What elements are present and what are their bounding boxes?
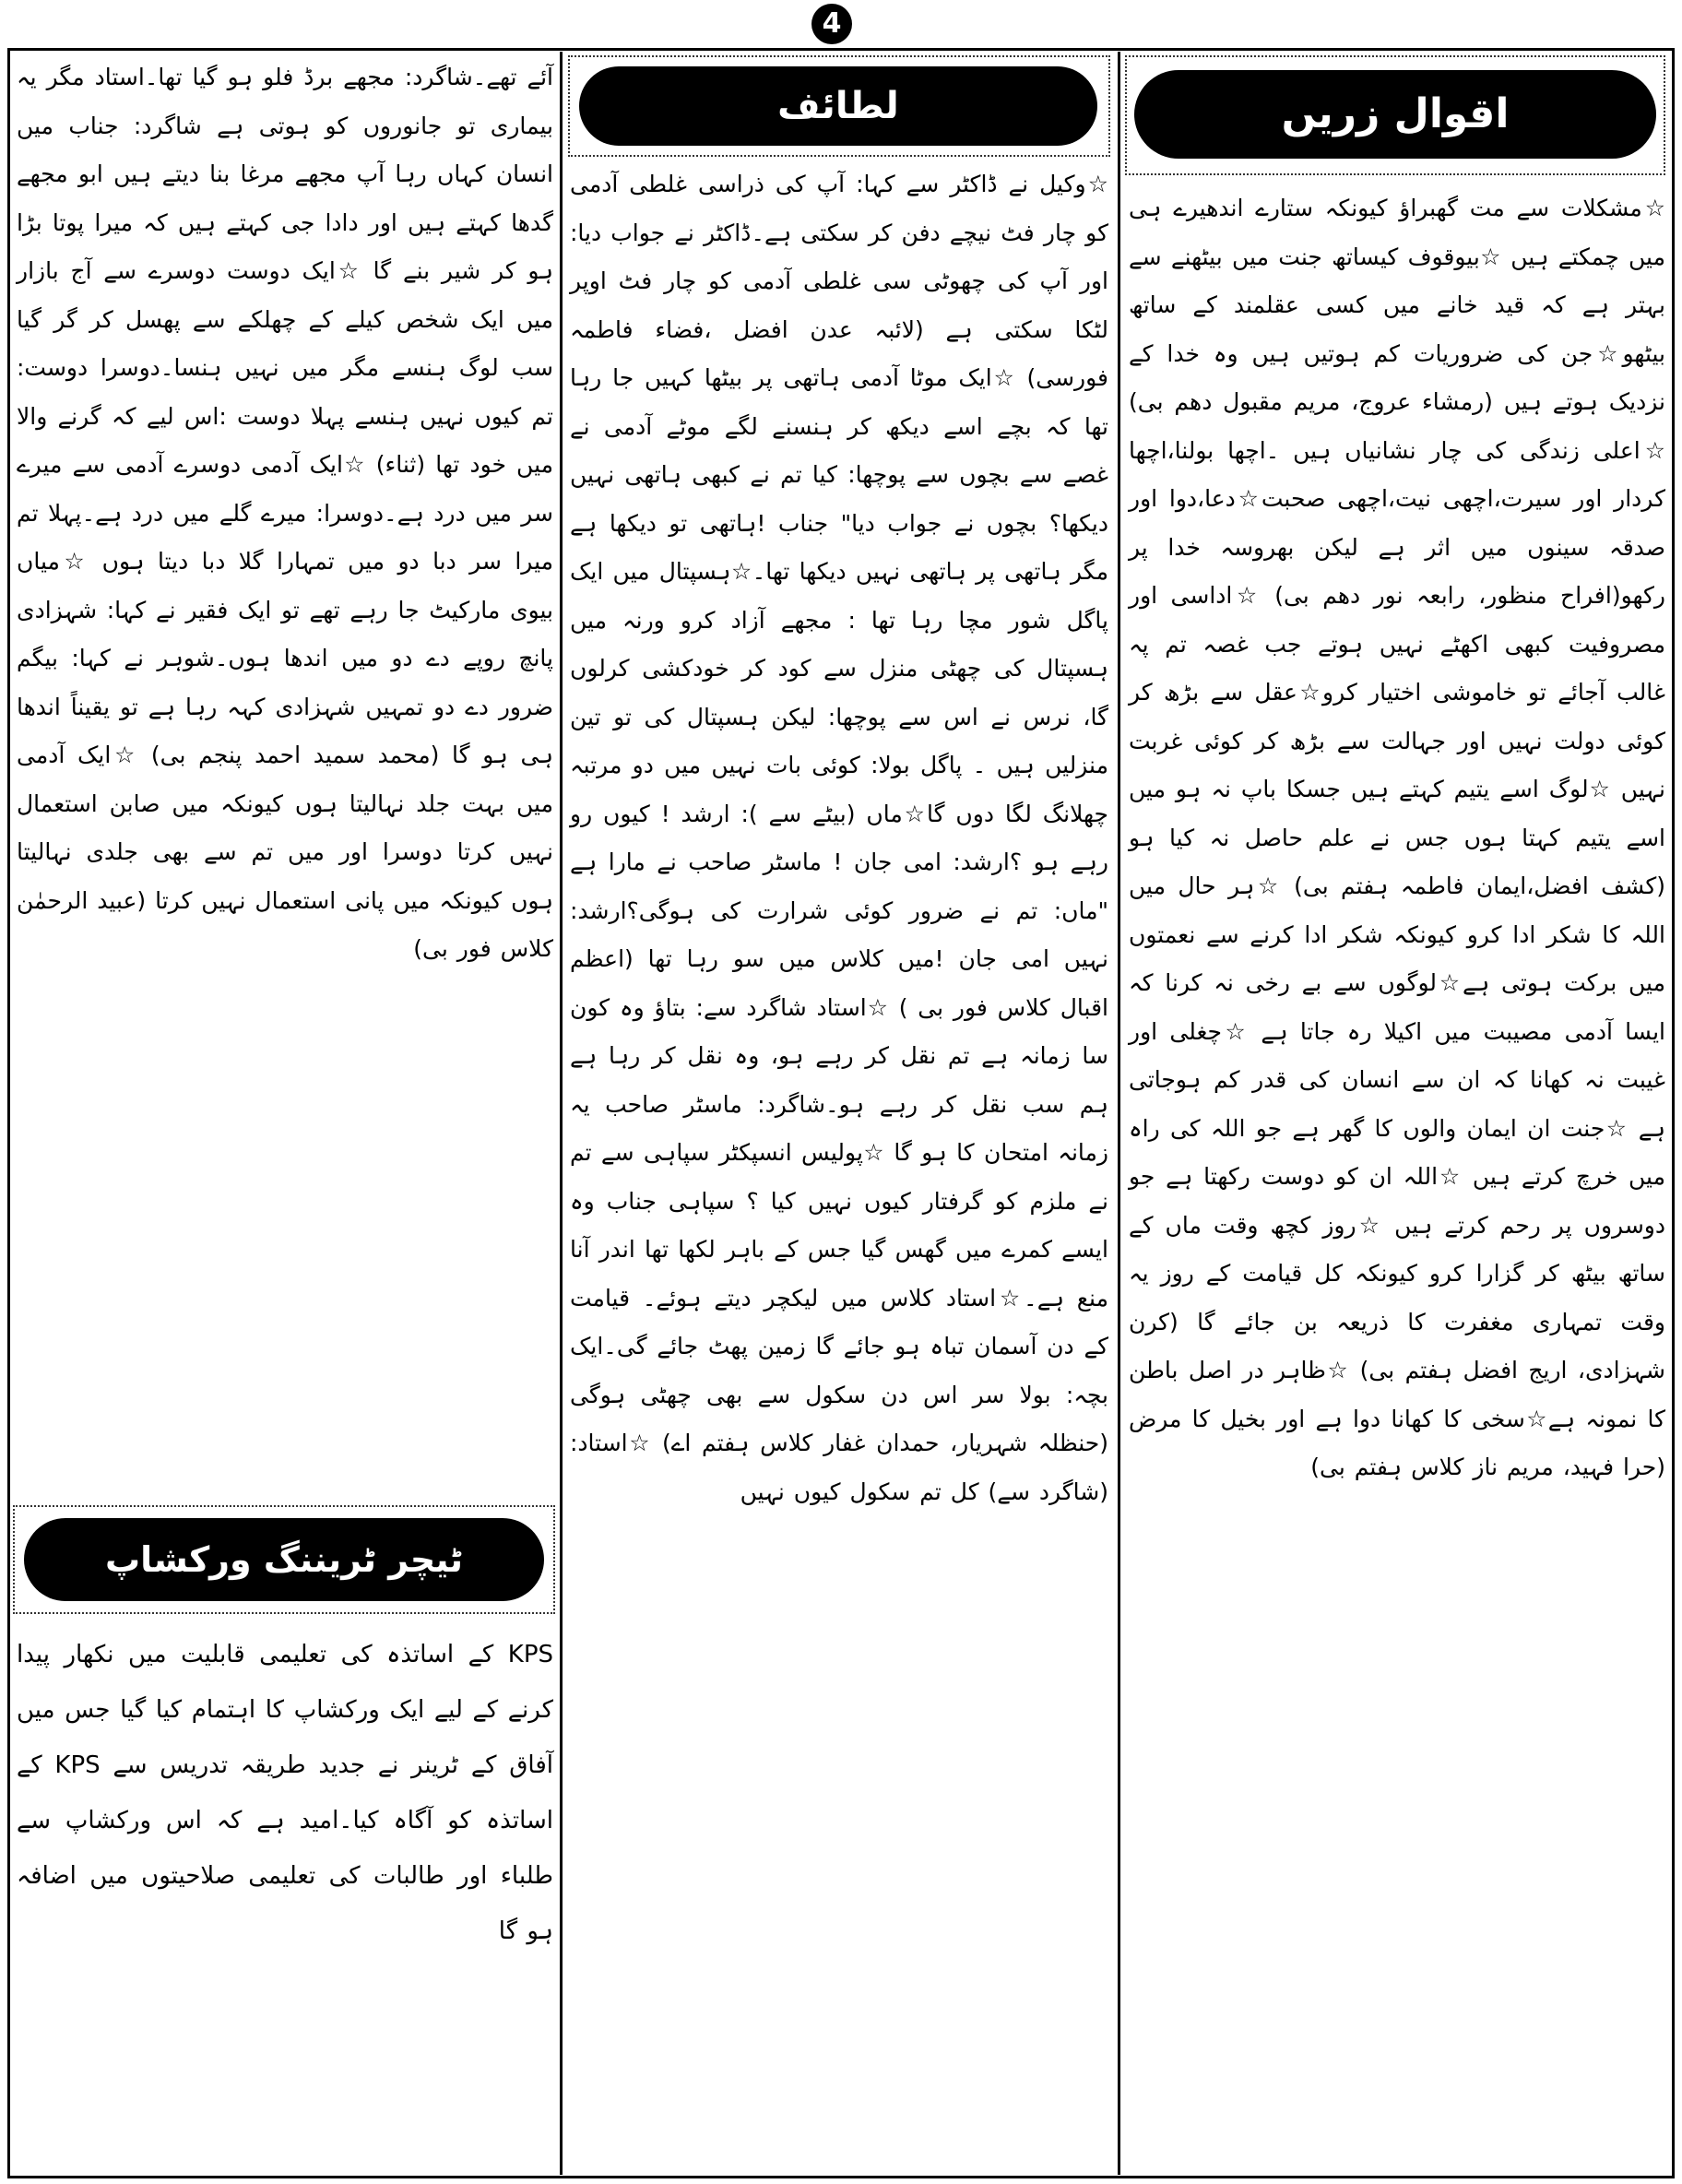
jokes-body: ☆وکیل نے ڈاکٹر سے کہا: آپ کی ذراسی غلطی آدمی کو چار فٹ نیچے دفن کر سکتی ہے۔ڈاکٹر نے جواب دیا: اور آپ کی چھوٹی سی غلطی آدمی کو چار فٹ اوپر لٹکا سکتی ہے (لائبہ عدن افضل ،فضاء فاطمہ فورسی) ☆ایک موٹا آدمی ہاتھی پر بیٹھا کہیں جا رہا تھا کہ بچے اسے دیکھ کر ہنسنے لگے موٹے آدمی نے غصے سے بچوں سے پوچھا: کیا تم نے کبھی ہاتھی نہیں دیکھا؟ بچوں نے جواب دیا" جناب !ہاتھی تو دیکھا ہے مگر ہاتھی پر ہاتھی نہیں دیکھا تھا۔☆ہسپتال میں ایک پاگل شور مچا رہا تھا : مجھے آزاد کرو ورنہ میں ہسپتال کی چھٹی منزل سے کود کر خودکشی کرلوں گا، نرس نے اس سے پوچھا: لیکن ہسپتال کی تو تین منزلیں ہیں ۔ پاگل بولا: کوئی بات نہیں میں دو مرتبہ چھلانگ لگا دوں گا☆ماں (بیٹے سے ): ارشد ! کیوں رو رہے ہو ؟ارشد: امی جان ! ماسٹر صاحب نے مارا ہے "ماں: تم نے ضرور کوئی شرارت کی ہوگی؟ارشد: نہیں امی جان !میں کلاس میں سو رہا تھا (اعظم اقبال کلاس فور بی ) ☆استاد شاگرد سے: بتاؤ وہ کون سا زمانہ ہے تم نقل کر رہے ہو، وہ نقل کر رہا ہے ہم سب نقل کر رہے ہو۔شاگرد: ماسٹر صاحب یہ زمانہ امتحان کا ہو گا ☆پولیس انسپکٹر سپاہی سے تم نے ملزم کو گرفتار کیوں نہیں کیا ؟ سپاہی جناب وہ ایسے کمرے میں گھس گیا جس کے باہر لکھا تھا اندر آنا منع ہے۔☆استاد کلاس میں لیکچر دیتے ہوئے۔ قیامت کے دن آسمان تباہ ہو جائے گا زمین پھٹ جائے گی۔ایک بچہ: بولا سر اس دن سکول سے بھی چھٹی ہوگی (حنظلہ شہریار، حمدان غفار کلاس ہفتم اے) ☆استاد: (شاگرد سے) کل تم سکول کیوں نہیں: [561, 171, 1108, 1505]
column-divider-right: [1118, 52, 1120, 2175]
sayings-body: ☆مشکلات سے مت گھبراؤ کیونکہ ستارے اندھیرے ہی میں چمکتے ہیں ☆بیوقوف کیساتھ جنت میں بیٹھنے سے بہتر ہے کہ قید خانے میں کسی عقلمند کے ساتھ بیٹھو☆جن کی ضروریات کم ہوتیں ہیں وہ خدا کے نزدیک ہوتے ہیں (رمشاء عروج، مریم مقبول دھم بی) ☆اعلی زندگی کی چار نشانیاں ہیں ۔اچھا بولنا،اچھا کردار اور سیرت،اچھی نیت،اچھی صحبت☆دعا،دوا اور صدقہ سینوں میں اثر ہے لیکن بھروسہ خدا پر رکھو(افراح منظور، رابعہ نور دھم بی) ☆اداسی اور مصروفیت کبھی اکھٹے نہیں ہوتے جب غصہ تم پہ غالب آجائے تو خاموشی اختیار کرو☆عقل سے بڑھ کر کوئی دولت نہیں اور جہالت سے بڑھ کر کوئی غربت نہیں ☆لوگ اسے یتیم کہتے ہیں جسکا باپ نہ ہو میں اسے یتیم کہتا ہوں جس نے علم حاصل نہ کیا ہو (کشف افضل،ایمان فاطمہ ہفتم بی) ☆ہر حال میں اللہ کا شکر ادا کرو کیونکہ شکر ادا کرنے سے نعمتوں میں برکت ہوتی ہے☆لوگوں سے بے رخی نہ کرنا کہ ایسا آدمی مصیبت میں اکیلا رہ جاتا ہے ☆چغلی اور غیبت نہ کھانا کہ ان سے انسان کی قدر کم ہوجاتی ہے ☆جنت ان ایمان والوں کا گھر ہے جو اللہ کی راہ میں خرچ کرتے ہیں ☆اللہ ان کو دوست رکھتا ہے جو دوسروں پر رحم کرتے ہیں ☆روز کچھ وقت ماں کے ساتھ بیٹھ کر گزارا کرو کیونکہ کل قیامت کے روز یہ وقت تمہاری مغفرت کا ذریعہ بن جائے گا (کرن شہزادی، اریج افضل ہفتم بی) ☆ظاہر در اصل باطن کا نمونہ ہے☆سخی کا کھانا دوا ہے اور بخیل کا مرض (حرا فہید، مریم ناز کلاس ہفتم بی): [1119, 195, 1665, 1480]
jokes-continued-body: آئے تھے۔شاگرد: مجھے برڈ فلو ہو گیا تھا۔استاد مگر یہ بیماری تو جانوروں کو ہوتی ہے شاگرد: جناب میں انسان کہاں رہا آپ مجھے مرغا بنا دیتے ہیں ابو مجھے گدھا کہتے ہیں اور دادا جی کہتے ہیں کہ میرا پوتا بڑا ہو کر شیر بنے گا ☆ایک دوست دوسرے سے آج بازار میں ایک شخص کیلے کے چھلکے سے پھسل کر گر گیا سب لوگ ہنسے مگر میں نہیں ہنسا۔دوسرا دوست: تم کیوں نہیں ہنسے پہلا دوست :اس لیے کہ گرنے والا میں خود تھا (ثناء) ☆ایک آدمی دوسرے آدمی سے میرے سر میں درد ہے۔دوسرا: میرے گلے میں درد ہے۔پہلا تم میرا سر دبا دو میں تمہارا گلا دبا دیتا ہوں ☆میاں بیوی مارکیٹ جا رہے تھے تو ایک فقیر نے کہا: شہزادی پانچ روپے دے دو میں اندھا ہوں۔شوہر نے کہا: بیگم ضرور دے دو تمہیں شہزادی کہہ رہا ہے تو یقیناً اندھا ہی ہو گا (محمد سمید احمد پنجم بی) ☆ایک آدمی میں بہت جلد نہالیتا ہوں کیونکہ میں صابن استعمال نہیں کرتا دوسرا اور میں تم سے بھی جلدی نہالیتا ہوں کیونکہ میں پانی استعمال نہیں کرتا (عبید الرحمٰن کلاس فور بی): [7, 64, 553, 962]
workshop-body: KPS کے اساتذہ کی تعلیمی قابلیت میں نکھار پیدا کرنے کے لیے ایک ورکشاپ کا اہتمام کیا گیا جس میں آفاق کے ٹرینر نے جدید طریقہ تدریس سے KPS کے اساتذہ کو آگاہ کیا۔امید ہے کہ اس ورکشاپ سے طلباء اور طالبات کی تعلیمی صلاحیتوں میں اضافہ ہو گا: [6, 1641, 553, 1945]
sayings-heading: اقوال زریں: [1134, 70, 1656, 159]
workshop-heading: ٹیچر ٹریننگ ورکشاپ: [24, 1518, 544, 1601]
jokes-heading: لطائف: [579, 66, 1097, 146]
page-number: 4: [811, 4, 852, 44]
